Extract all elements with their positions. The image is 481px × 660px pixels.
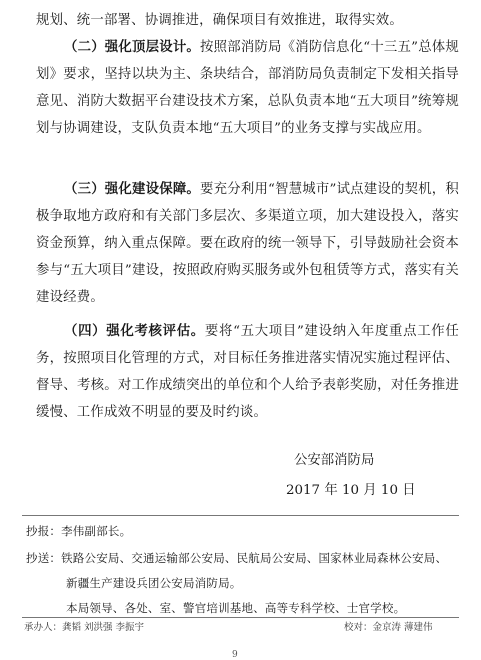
signature-organization: 公安部消防局: [294, 453, 375, 468]
cc-send-line-1: 抄送：铁路公安局、交通运输部公安局、民航局公安局、国家林业局森林公安局、: [26, 551, 448, 565]
paragraph-construction-guarantee: [36, 176, 459, 311]
signature-date: 2017 年 10 月 10 日: [286, 483, 416, 498]
paragraph-continuation: [36, 7, 459, 34]
paragraph-assessment: [36, 318, 459, 426]
cc-send-line-3: 本局领导、各处、室、警官培训基地、高等专科学校、士官学校。: [66, 601, 406, 615]
paragraph-body: 要充分利用“智慧城市”试点建设的契机，积极争取地方政府和有关部门多层次、多渠道立项，加大建设投入，落实资金预算，纳入重点保障。要在政府的统一领导下，引导鼓励社会资本参与“五大项目”建设，按照政府购买服务或外包租赁等方式，落实有关建设经费。: [36, 182, 459, 305]
footer-handlers: 承办人：龚韬 刘洪强 李振宇: [24, 622, 145, 633]
divider-top: [22, 515, 459, 516]
paragraph-top-level-design: [36, 34, 459, 142]
paragraph-heading: （二）强化顶层设计。: [64, 39, 201, 55]
paragraph-heading: （四）强化考核评估。: [64, 323, 205, 339]
cc-report-line: 抄报：李伟副部长。: [26, 524, 132, 538]
page-number: 9: [232, 650, 238, 660]
paragraph-body: 要将“五大项目”建设纳入年度重点工作任务，按照项目化管理的方式，对目标任务推进落实情况实施过程评估、督导、考核。对工作成绩突出的单位和个人给予表彰奖励，对任务推进缓慢、工作成效不明显的要及时约谈。: [36, 324, 459, 420]
cc-send-line-2: 新疆生产建设兵团公安局消防局。: [66, 576, 242, 590]
paragraph-body: 规划、统一部署、协调推进，确保项目有效推进，取得实效。: [36, 13, 403, 28]
paragraph-heading: （三）强化建设保障。: [64, 181, 201, 197]
divider-bottom: [22, 617, 459, 618]
paragraph-body: 按照部消防局《消防信息化“十三五”总体规划》要求，坚持以块为主、条块结合，部消防局负责制定下发相关指导意见、消防大数据平台建设技术方案，总队负责本地“五大项目”统筹规划与协调建设，支队负责本地“五大项目”的业务支撑与实战应用。: [36, 40, 459, 136]
footer-proofreaders: 校对：金京涛 薄建伟: [344, 622, 433, 633]
